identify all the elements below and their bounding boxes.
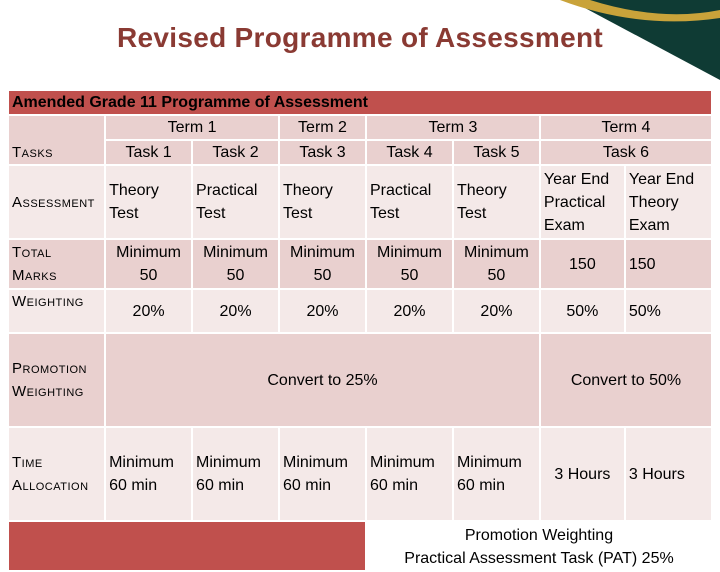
- pat-note-line-1: Promotion Weighting: [464, 527, 614, 544]
- time-cell: Minimum 60 min: [367, 428, 452, 520]
- promotion-weighting-label: Promotion Weighting: [9, 334, 104, 426]
- assessment-cell: Year End Practical Exam: [541, 166, 624, 238]
- table-row: [9, 141, 711, 164]
- time-cell: 3 Hours: [626, 428, 711, 520]
- total-marks-label: Total Marks: [9, 240, 104, 288]
- assessment-label: Assessment: [9, 166, 104, 238]
- weighting-label: Weighting: [9, 290, 104, 332]
- weighting-cell: 20%: [454, 290, 539, 332]
- promotion-sba-cell: Convert to 25%: [106, 334, 539, 426]
- table-row: [9, 334, 711, 426]
- time-allocation-label: Time Allocation: [9, 428, 104, 520]
- marks-cell: 150: [541, 240, 624, 288]
- marks-cell: Minimum 50: [193, 240, 278, 288]
- term-1: Term 1: [106, 116, 278, 139]
- time-cell: Minimum 60 min: [280, 428, 365, 520]
- weighting-cell: 50%: [626, 290, 711, 332]
- assessment-cell: Year End Theory Exam: [626, 166, 711, 238]
- term-4: Term 4: [541, 116, 711, 139]
- weighting-cell: 20%: [367, 290, 452, 332]
- task-4: Task 4: [367, 141, 452, 164]
- term-2: Term 2: [280, 116, 365, 139]
- marks-cell: Minimum 50: [454, 240, 539, 288]
- table-row: [9, 116, 711, 139]
- page-title: Revised Programme of Assessment: [116, 22, 603, 53]
- assessment-cell: Theory Test: [454, 166, 539, 238]
- time-cell: Minimum 60 min: [193, 428, 278, 520]
- assessment-table: [7, 89, 713, 572]
- table-row: [9, 428, 711, 520]
- assessment-cell: Practical Test: [367, 166, 452, 238]
- table-header: Amended Grade 11 Programme of Assessment: [9, 91, 711, 114]
- time-cell: Minimum 60 min: [106, 428, 191, 520]
- weighting-cell: 50%: [541, 290, 624, 332]
- term-3: Term 3: [367, 116, 539, 139]
- table-row: [9, 240, 711, 288]
- task-1: Task 1: [106, 141, 191, 164]
- time-cell: Minimum 60 min: [454, 428, 539, 520]
- weighting-cell: 20%: [280, 290, 365, 332]
- table-row: [9, 522, 711, 570]
- time-cell: 3 Hours: [541, 428, 624, 520]
- assessment-cell: Theory Test: [280, 166, 365, 238]
- tasks-label: Tasks: [9, 116, 104, 164]
- assessment-cell: Practical Test: [193, 166, 278, 238]
- task-5: Task 5: [454, 141, 539, 164]
- weighting-cell: 20%: [193, 290, 278, 332]
- pat-note-cell: [367, 522, 711, 570]
- task-6: Task 6: [541, 141, 711, 164]
- marks-cell: 150: [626, 240, 711, 288]
- weighting-cell: 20%: [106, 290, 191, 332]
- pat-note-line-2: Practical Assessment Task (PAT) 25%: [404, 550, 674, 567]
- table-row: [9, 166, 711, 238]
- table-row: [9, 290, 711, 332]
- marks-cell: Minimum 50: [106, 240, 191, 288]
- assessment-cell: Theory Test: [106, 166, 191, 238]
- promotion-exam-cell: Convert to 50%: [541, 334, 711, 426]
- marks-cell: Minimum 50: [280, 240, 365, 288]
- footer-label-cell: [9, 522, 365, 570]
- task-3: Task 3: [280, 141, 365, 164]
- task-2: Task 2: [193, 141, 278, 164]
- marks-cell: Minimum 50: [367, 240, 452, 288]
